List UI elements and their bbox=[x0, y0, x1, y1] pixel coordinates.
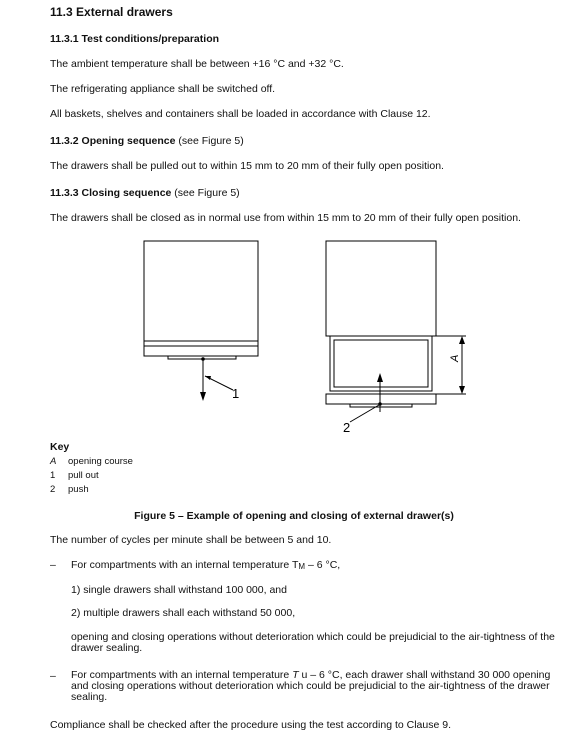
bullet2-text-T: T bbox=[292, 669, 299, 681]
left-cabinet-body bbox=[144, 241, 258, 341]
bullet1-intro-subscript: M bbox=[298, 562, 306, 571]
push-arrow-head bbox=[377, 373, 383, 382]
bullet2-dash: – bbox=[50, 670, 56, 682]
key-symbol-2: 2 bbox=[50, 484, 56, 495]
right-drawer-box-outer bbox=[330, 336, 432, 391]
subsection-heading-test-conditions: 11.3.1 Test conditions/preparation bbox=[50, 33, 220, 45]
figure-caption: Figure 5 – Example of opening and closing of external drawer(s) bbox=[134, 510, 454, 522]
paragraph-closing: The drawers shall be closed as in normal use from within 15 mm to 20 mm of their fully open position. bbox=[50, 212, 521, 224]
dimension-arrow-top bbox=[459, 336, 465, 344]
key-text-opening-course: opening course bbox=[68, 456, 133, 467]
bullet2-text-a: For compartments with an internal temperature bbox=[71, 669, 293, 681]
paragraph-loading: All baskets, shelves and containers shall be loaded in accordance with Clause 12. bbox=[50, 108, 431, 120]
right-drawer-front bbox=[326, 394, 436, 404]
opening-heading-bold: 11.3.2 Opening sequence bbox=[50, 135, 176, 147]
key-text-pull-out: pull out bbox=[68, 470, 99, 481]
leader-line-2 bbox=[350, 405, 379, 422]
closing-heading-ref: (see Figure 5) bbox=[171, 187, 240, 199]
key-symbol-1: 1 bbox=[50, 470, 56, 481]
bullet1-intro-tail: – 6 °C, bbox=[305, 559, 341, 571]
bullet1-intro bbox=[71, 559, 340, 571]
dimension-arrow-bottom bbox=[459, 386, 465, 394]
opening-heading-ref: (see Figure 5) bbox=[175, 135, 244, 147]
paragraph-switched-off: The refrigerating appliance shall be switched off. bbox=[50, 83, 276, 95]
left-cabinet-base bbox=[144, 341, 258, 346]
key-text-push: push bbox=[68, 484, 89, 495]
bullet1-item-multiple: 2) multiple drawers shall each withstand 50 000, bbox=[71, 607, 296, 619]
left-drawer-front bbox=[144, 346, 258, 356]
key-symbol-A: A bbox=[50, 456, 57, 467]
section-title: 11.3 External drawers bbox=[50, 5, 173, 19]
bullet1-item-single: 1) single drawers shall withstand 100 000, and bbox=[71, 584, 287, 596]
closing-heading-bold: 11.3.3 Closing sequence bbox=[50, 187, 172, 199]
bullet2-text bbox=[71, 670, 566, 703]
paragraph-cycles: The number of cycles per minute shall be between 5 and 10. bbox=[50, 534, 332, 546]
figure-label-2: 2 bbox=[343, 420, 351, 435]
bullet2-text-b: u – 6 °C, each drawer shall withstand 30 000 opening and closing operations without deterioration which could be prejudicial to the air-tightness of the drawer sealing. bbox=[71, 669, 551, 703]
figure-label-1: 1 bbox=[232, 386, 240, 401]
pull-arrow-head bbox=[200, 392, 206, 401]
key-title: Key bbox=[50, 441, 70, 453]
push-point-dot bbox=[378, 402, 382, 406]
paragraph-compliance: Compliance shall be checked after the procedure using the test according to Clause 9. bbox=[50, 719, 451, 731]
bullet1-dash: – bbox=[50, 559, 56, 571]
pull-point-dot bbox=[201, 357, 205, 361]
figure-label-A: A bbox=[449, 354, 461, 362]
right-cabinet-body bbox=[326, 241, 436, 336]
bullet1-intro-text: For compartments with an internal temperature T bbox=[71, 559, 299, 571]
bullet1-tail: opening and closing operations without deterioration which could be prejudicial to the air-tightness of the drawer sealing. bbox=[71, 631, 555, 654]
leader-arrow-1 bbox=[205, 376, 211, 380]
paragraph-ambient-temperature: The ambient temperature shall be between +16 °C and +32 °C. bbox=[50, 58, 344, 70]
paragraph-opening: The drawers shall be pulled out to within 15 mm to 20 mm of their fully open position. bbox=[50, 160, 444, 172]
